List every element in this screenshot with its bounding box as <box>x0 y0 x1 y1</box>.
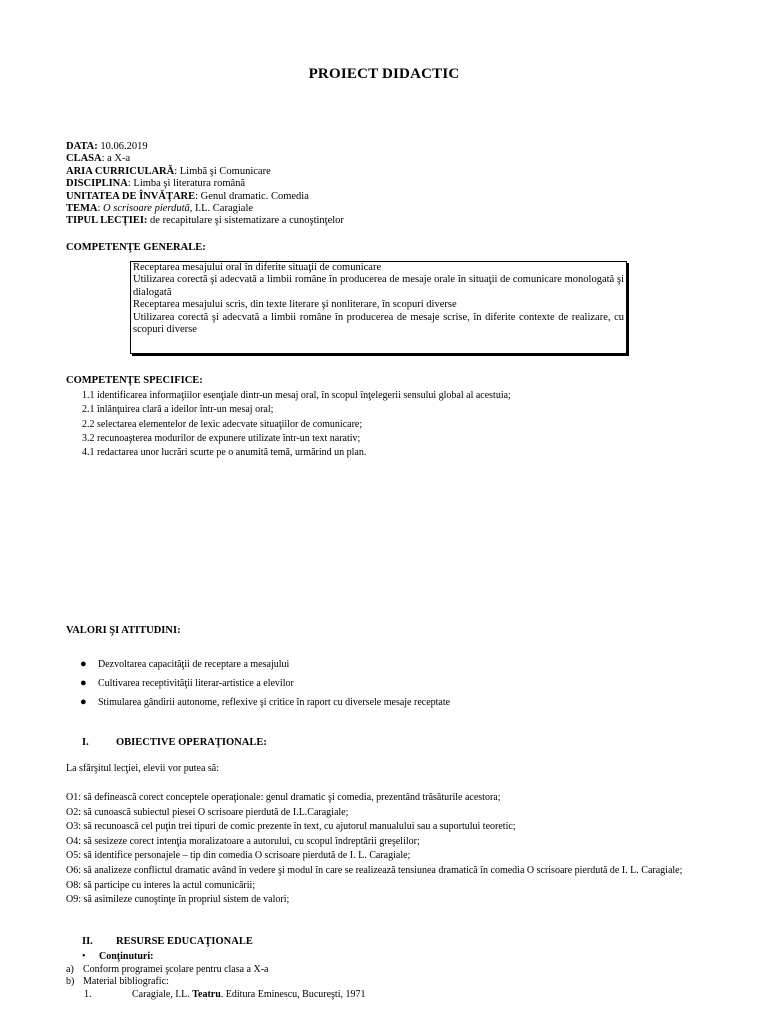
competenta-generala-item: Utilizarea corectă şi adecvată a limbii române în producerea de mesaje orale în situaţii de comunicare monologată şi dialogată <box>133 274 624 298</box>
resurse-title: RESURSE EDUCAŢIONALE <box>116 936 253 947</box>
item-marker: a) <box>66 963 74 975</box>
item-marker: 1. <box>84 988 92 1000</box>
meta-tema-label: TEMA <box>66 203 98 215</box>
continuturi-row <box>82 951 365 964</box>
meta-data-value: 10.06.2019 <box>97 141 148 152</box>
resurse-list <box>66 951 366 1001</box>
competente-generale-heading: COMPETENŢE GENERALE: <box>66 242 206 253</box>
meta-tipul-row <box>66 215 344 227</box>
obiective-intro: La sfârşitul lecţiei, elevii vor putea să: <box>66 763 219 774</box>
bullet-icon: ● <box>80 658 87 670</box>
meta-disciplina-label: DISCIPLINA <box>66 178 128 190</box>
bullet-icon: • <box>82 951 86 962</box>
competenta-specifica-item: 2.2 selectarea elementelor de lexic adecvate situaţiilor de comunicare; <box>82 418 363 430</box>
meta-tema-sep: : <box>97 203 104 215</box>
valori-list <box>78 655 450 712</box>
competenta-generala-item: Utilizarea corectă şi adecvată a limbii române în producerea de mesaje scrise, în diferite contexte de realizare, cu scopuri diverse <box>133 311 624 336</box>
meta-aria-value: : Limbă şi Comunicare <box>174 165 271 177</box>
meta-unitatea-value: : Genul dramatic. Comedia <box>195 190 309 202</box>
list-item <box>78 674 450 693</box>
valoare-text: Cultivarea receptivităţii literar-artistice a elevilor <box>98 678 294 689</box>
meta-data-label: DATA: <box>66 141 98 152</box>
resurse-number: II. <box>82 936 93 947</box>
competenta-generala-item: Receptarea mesajului oral în diferite situaţii de comunicare <box>133 262 382 273</box>
valoare-text: Dezvoltarea capacităţii de receptare a mesajului <box>98 659 290 670</box>
resurse-item-a <box>66 964 365 977</box>
meta-tema-work: O scrisoare pierdută <box>103 203 190 215</box>
meta-tema-author: , I.L. Caragiale <box>189 203 254 215</box>
obiective-list <box>66 791 706 908</box>
valoare-text: Stimularea gândirii autonome, reflexive şi critice în raport cu diversele mesaje receptate <box>98 697 451 708</box>
meta-tipul-value: de recapitulare şi sistematizare a cunoştinţelor <box>147 215 344 227</box>
continuturi-label: Conţinuturi: <box>99 951 154 962</box>
ref-title: Teatru <box>192 988 221 1000</box>
resurse-item-b <box>66 976 365 989</box>
ref-publisher: . Editura Eminescu, Bucureşti, 1971 <box>220 988 366 1000</box>
meta-disciplina-row <box>66 178 344 190</box>
meta-aria-row <box>66 166 344 178</box>
meta-tema-row <box>66 203 344 215</box>
meta-clasa-row <box>66 153 344 165</box>
meta-aria-label: ARIA CURRICULARĂ <box>66 165 175 177</box>
competenta-specifica-item: 4.1 redactarea unor lucrări scurte pe o anumită temă, urmărind un plan. <box>82 447 367 459</box>
resurse-item-text: Conform programei şcolare pentru clasa a X-a <box>83 963 269 975</box>
obiectiv-item: O9: să asimileze cunoştinţe în propriul sistem de valori; <box>66 894 290 906</box>
obiectiv-item: O2: să cunoască subiectul piesei O scrisoare pierdută de I.L.Caragiale; <box>66 806 349 818</box>
obiectiv-item: O6: să analizeze conflictul dramatic având în vedere şi modul în care se realizează tensiunea dramatică în comedia O scrisoare pierdută de I. L. Caragiale; <box>66 864 683 876</box>
lesson-metadata <box>66 141 344 228</box>
competenta-specifica-item: 3.2 recunoaşterea modurilor de expunere utilizate într-un text narativ; <box>82 432 361 444</box>
valori-heading: VALORI ŞI ATITUDINI: <box>66 625 181 636</box>
obiectiv-item: O3: să recunoască cel puţin trei tipuri de comic prezente în text, cu ajutorul manualului sau a suportului teoretic; <box>66 821 516 833</box>
competenta-specifica-item: 2.1 înlănţuirea clară a ideilor într-un mesaj oral; <box>82 404 274 416</box>
meta-unitatea-label: UNITATEA DE ÎNVĂŢARE <box>66 190 196 202</box>
competente-generale-box <box>130 261 627 354</box>
meta-unitatea-row <box>66 191 344 203</box>
obiectiv-item: O8: să participe cu interes la actul comunicării; <box>66 879 256 891</box>
ref-author: Caragiale, I.L. <box>132 988 193 1000</box>
meta-clasa-value: : a X-a <box>101 153 131 165</box>
meta-data-row <box>66 141 344 153</box>
bibliografie-item <box>84 989 365 1002</box>
competenta-specifica-item: 1.1 identificarea informaţiilor esenţiale dintr-un mesaj oral, în scopul înţelegerii sensului global al acestuia; <box>82 390 511 401</box>
competente-specifice-list <box>82 389 511 460</box>
item-marker: b) <box>66 976 75 988</box>
list-item <box>78 655 450 674</box>
resurse-item-text: Material bibliografic: <box>83 976 169 988</box>
meta-disciplina-value: : Limba şi literatura română <box>127 178 246 190</box>
obiective-number: I. <box>82 737 89 748</box>
meta-tipul-label: TIPUL LECŢIEI: <box>66 215 148 227</box>
obiectiv-item: O4: să sesizeze corect intenţia moralizatoare a autorului, cu scopul îndreptării greşelilor; <box>66 835 420 847</box>
document-title: PROIECT DIDACTIC <box>308 66 460 82</box>
bullet-icon: ● <box>80 677 87 689</box>
obiectiv-item: O5: să identifice personajele – tip din comedia O scrisoare pierdută de I. L. Caragiale; <box>66 850 411 862</box>
list-item <box>78 693 450 712</box>
obiectiv-item: O1: să definească corect conceptele operaţionale: genul dramatic şi comedia, prezentând trăsăturile acestora; <box>66 792 501 803</box>
bullet-icon: ● <box>80 696 87 708</box>
competenta-generala-item: Receptarea mesajului scris, din texte literare şi nonliterare, în scopuri diverse <box>133 299 457 311</box>
obiective-title: OBIECTIVE OPERAŢIONALE: <box>116 737 267 748</box>
meta-clasa-label: CLASA <box>66 153 102 165</box>
competente-specifice-heading: COMPETENŢE SPECIFICE: <box>66 375 203 386</box>
